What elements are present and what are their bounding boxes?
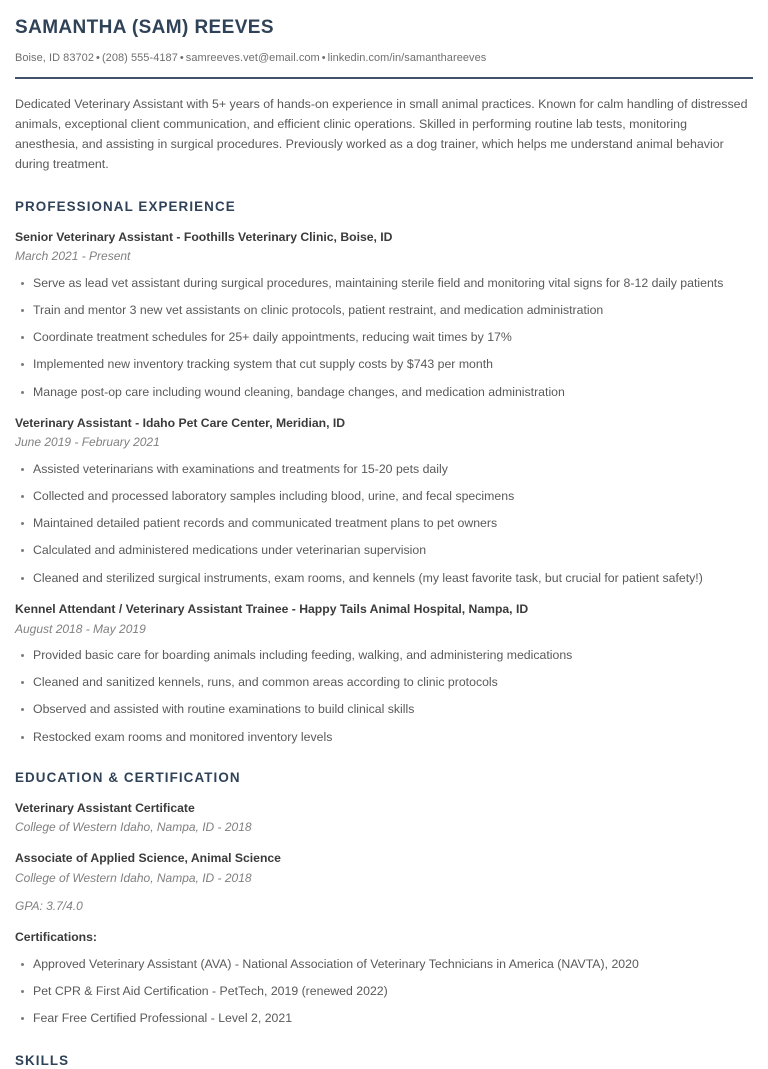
education-gpa: GPA: 3.7/4.0 [15,898,83,913]
list-item: Provided basic care for boarding animals including feeding, walking, and administering medications [15,647,753,664]
experience-entry-date: June 2019 - February 2021 [15,435,160,450]
list-item: Observed and assisted with routine examinations to build clinical skills [15,701,753,718]
list-item: Pet CPR & First Aid Certification - PetTech, 2019 (renewed 2022) [15,983,753,1000]
certifications-list [15,956,753,1028]
list-item: Coordinate treatment schedules for 25+ daily appointments, reducing wait times by 17% [15,329,753,346]
experience-entry-title: Kennel Attendant / Veterinary Assistant Trainee - Happy Tails Animal Hospital, Nampa, ID [15,601,529,616]
candidate-name: SAMANTHA (SAM) REEVES [15,17,274,38]
education-entry [15,850,753,915]
section-professional-experience [15,199,753,746]
contact-phone: (208) 555-4187 [101,51,178,64]
certifications-label: Certifications: [15,930,97,945]
contact-linkedin[interactable]: linkedin.com/in/samanthareeves [327,51,487,64]
experience-entry-bullets [15,275,753,401]
education-entry-title: Veterinary Assistant Certificate [15,800,195,815]
list-item: Assisted veterinarians with examinations and treatments for 15-20 pets daily [15,461,753,478]
education-entry [15,800,753,837]
list-item: Restocked exam rooms and monitored inventory levels [15,729,753,746]
education-entry-school: College of Western Idaho, Nampa, ID - 2018 [15,870,252,885]
list-item: Fear Free Certified Professional - Level 2, 2021 [15,1010,753,1027]
experience-entry [15,601,753,746]
experience-entry [15,229,753,401]
section-skills [15,1053,753,1069]
professional-summary: Dedicated Veterinary Assistant with 5+ years of hands-on experience in small animal practices. Known for calm handling of distressed animals, exceptional client communication, and efficient clinic operations. Skilled in performing routine lab tests, monitoring anesthesia, and assisting in surgical procedures. Previously worked as a dog trainer, which helps me understand animal behavior during treatment. [15,97,748,172]
list-item: Cleaned and sanitized kennels, runs, and common areas according to clinic protocols [15,674,753,691]
contact-separator-1: • [96,51,100,64]
experience-entry-date: August 2018 - May 2019 [15,621,146,636]
experience-entry-date: March 2021 - Present [15,249,131,264]
contact-location: Boise, ID 83702 [15,51,95,64]
section-education-certification [15,770,753,1028]
list-item: Serve as lead vet assistant during surgical procedures, maintaining sterile field and monitoring vital signs for 8-12 daily patients [15,275,753,292]
header-divider [15,77,753,79]
experience-entry-title: Senior Veterinary Assistant - Foothills Veterinary Clinic, Boise, ID [15,229,393,244]
experience-entry [15,415,753,587]
experience-entry-bullets [15,647,753,746]
list-item: Cleaned and sterilized surgical instruments, exam rooms, and kennels (my least favorite task, but crucial for patient safety!) [15,570,753,587]
education-entry-school: College of Western Idaho, Nampa, ID - 2018 [15,820,252,835]
contact-separator-3: • [321,51,326,64]
contact-separator-2: • [179,51,184,64]
section-title-skills: SKILLS [15,1052,70,1068]
list-item: Implemented new inventory tracking system that cut supply costs by $743 per month [15,356,753,373]
list-item: Manage post-op care including wound cleaning, bandage changes, and medication administration [15,384,753,401]
list-item: Approved Veterinary Assistant (AVA) - National Association of Veterinary Technicians in America (NAVTA), 2020 [15,956,753,973]
section-title-education: EDUCATION & CERTIFICATION [15,769,241,785]
list-item: Train and mentor 3 new vet assistants on clinic protocols, patient restraint, and medication administration [15,302,753,319]
list-item: Maintained detailed patient records and communicated treatment plans to pet owners [15,515,753,532]
list-item: Calculated and administered medications under veterinarian supervision [15,542,753,559]
contact-email[interactable]: samreeves.vet@email.com [185,51,320,64]
list-item: Collected and processed laboratory samples including blood, urine, and fecal specimens [15,488,753,505]
resume-header [15,18,753,79]
education-entry-title: Associate of Applied Science, Animal Science [15,850,281,865]
contact-line [15,51,753,65]
experience-entry-title: Veterinary Assistant - Idaho Pet Care Center, Meridian, ID [15,415,346,430]
experience-entry-bullets [15,461,753,587]
section-title-experience: PROFESSIONAL EXPERIENCE [15,198,236,214]
